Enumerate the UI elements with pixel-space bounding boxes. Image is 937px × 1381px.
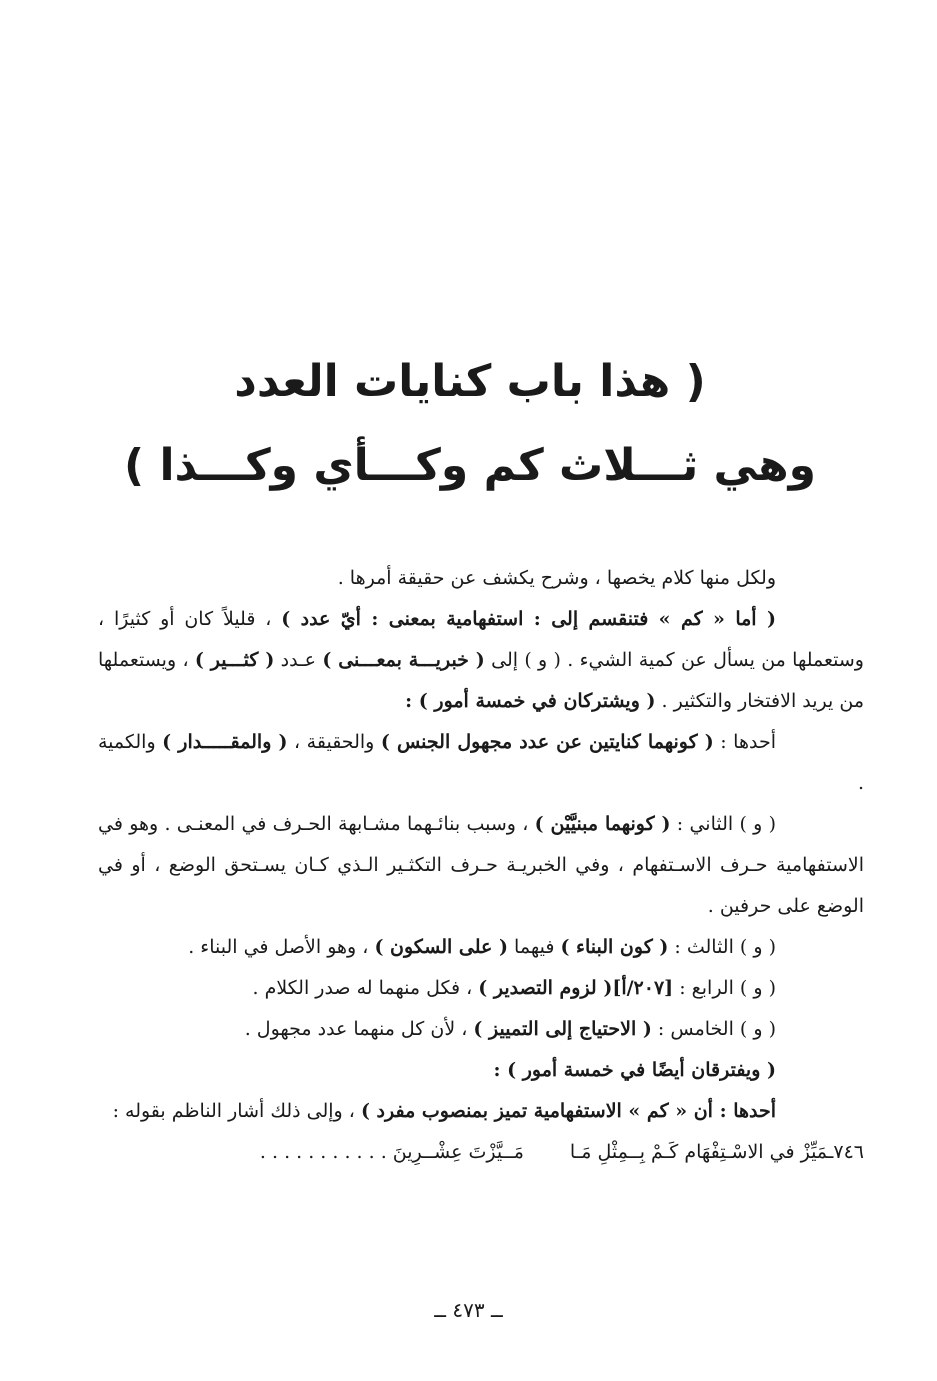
paragraph-fourth-shared	[98, 968, 864, 1009]
first-shared-point: ( كونهما كنايتين عن عدد مجهول الجنس )	[380, 731, 714, 753]
kam-predicative-heading: ( خبريـــة بمعـــنى )	[322, 649, 485, 671]
first-difference-point: أحدها : أن « كم » الاستفهامية تميز بمنصوب مفرد )	[360, 1100, 776, 1122]
kam-boasting-text: ، ويستعملها من يريد الافتخار والتكثير .	[98, 649, 864, 712]
kam-interrogative-text: ، قليلاً كان أو كثيرًا ، وستعملها من يسأل عن كمية الشيء . ( و ) إلى	[98, 608, 864, 671]
kam-many-term: ( كثـــير )	[194, 649, 275, 671]
third-shared-tail: ، وهو الأصل في البناء .	[188, 936, 375, 958]
paragraph-second-shared	[98, 804, 864, 927]
third-label: ( و ) الثالث :	[668, 936, 776, 958]
fifth-label: ( و ) الخامس :	[651, 1018, 776, 1040]
paragraph-first-difference	[98, 1091, 864, 1132]
chapter-title-line-1: ( هذا باب كنايات العدد	[234, 356, 706, 407]
body-text	[98, 558, 864, 1173]
intro-text: ولكل منها كلام يخصها ، وشرح يكشف عن حقيقة أمرها .	[337, 567, 776, 589]
amount-text: والكمية .	[98, 731, 864, 794]
fifth-shared-text: ، لأن كل منهما عدد مجهول .	[244, 1018, 474, 1040]
chapter-title-line-2: وهي ثـــلاث كم وكـــأي وكـــذا )	[124, 440, 816, 491]
quantity-term: ( والمقـــــدار )	[162, 731, 288, 753]
chapter-title	[120, 340, 820, 508]
paragraph-first-shared	[98, 722, 864, 804]
paragraph-intro	[98, 558, 864, 599]
paragraph-third-shared	[98, 927, 864, 968]
verse-number: ٧٤٦ـ	[827, 1141, 864, 1163]
first-difference-text: ، وإلى ذلك أشار الناظم بقوله :	[112, 1100, 361, 1122]
verse-hemistich-1	[570, 1132, 864, 1173]
verse-line	[98, 1132, 864, 1173]
paragraph-kam-types	[98, 599, 864, 722]
second-label: ( و ) الثاني :	[670, 813, 777, 835]
first-label: أحدها :	[713, 731, 776, 753]
second-shared-text: ، وسبب بنائـهما مشـابهة الحـرف في المعنـى . وهو في الاستفهامية حـرف الاسـتفهام ، وفي الخبريـة حـرف التكثـير الـذي كـان يسـتحق الوضع ، أو في الوضع على حرفين .	[98, 813, 864, 917]
shared-matters-heading: ( ويشتركان في خمسة أمور ) :	[405, 690, 656, 712]
first-shared-text: والحقيقة ،	[287, 731, 381, 753]
fifth-shared-point: ( الاحتياج إلى التمييز )	[473, 1018, 652, 1040]
fourth-shared-point: [٢٠٧/أ]( لزوم التصدير )	[478, 977, 674, 999]
second-shared-point: ( كونهما مبنيَّيْن )	[534, 813, 671, 835]
third-shared-text: فيهما	[508, 936, 561, 958]
third-shared-point: ( كون البناء )	[560, 936, 669, 958]
fourth-label: ( و ) الرابع :	[673, 977, 776, 999]
verse-hemistich-2: مَــيَّزْتَ عِشْــرِينَ . . . . . . . . . . .	[259, 1141, 524, 1163]
verse-first-half: مَيِّزْ في الاسْـتِفْهَام كَـمْ بِــمِثْلِ مَـا	[569, 1141, 828, 1163]
kam-interrogative-heading: ( أما « كم » فتنقسم إلى : استفهامية بمعنى : أيّ عدد )	[281, 608, 776, 630]
paragraph-fifth-shared	[98, 1009, 864, 1050]
sukun-term: ( على السكون )	[374, 936, 509, 958]
kam-predicative-text: عـدد	[274, 649, 323, 671]
differences-heading: ( ويفترقان أيضًا في خمسة أمور ) :	[493, 1059, 776, 1081]
paragraph-differences-heading	[98, 1050, 864, 1091]
fourth-shared-text: ، فكل منهما له صدر الكلام .	[252, 977, 479, 999]
page-number: ــ ٤٧٣ ــ	[434, 1298, 503, 1322]
